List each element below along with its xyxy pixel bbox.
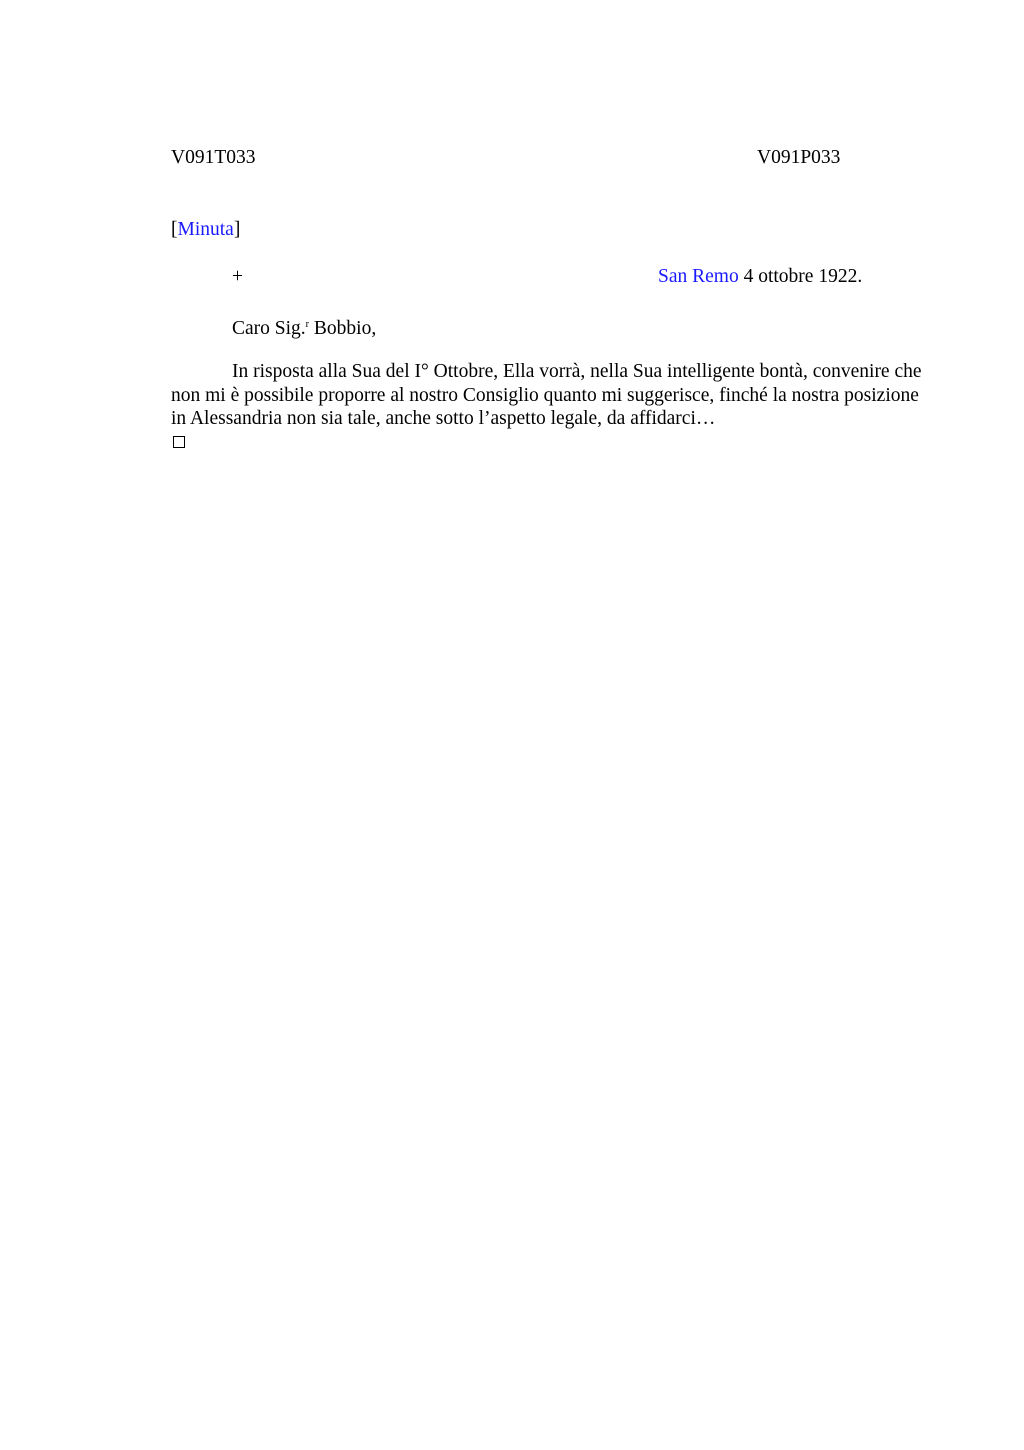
minuta-link[interactable]: Minuta [177, 219, 234, 240]
salutation-prefix: Caro Sig. [232, 318, 306, 339]
salutation-name: Bobbio, [313, 318, 377, 339]
salutation [232, 313, 376, 341]
left-code: V091T033 [171, 147, 256, 168]
place-link[interactable]: San Remo [658, 266, 739, 287]
close-bracket: ] [233, 219, 241, 240]
end-marker-box [173, 436, 185, 448]
date-text: 4 ottobre 1922. [743, 266, 863, 287]
salutation-superscript: r [305, 319, 310, 330]
dateline [658, 265, 862, 289]
cross-symbol: + [232, 266, 243, 287]
right-code: V091P033 [757, 147, 841, 168]
open-bracket: [ [171, 219, 178, 240]
body-paragraph: In risposta alla Sua del I° Ottobre, Ella vorrà, nella Sua intelligente bontà, convenire che non mi è possibile proporre al nostro Consiglio quanto mi suggerisce, finché la nostra posizione in Alessandria non sia tale, anche sotto l’aspetto legale, da affidarci… [171, 361, 922, 429]
document-type-note [171, 218, 240, 242]
